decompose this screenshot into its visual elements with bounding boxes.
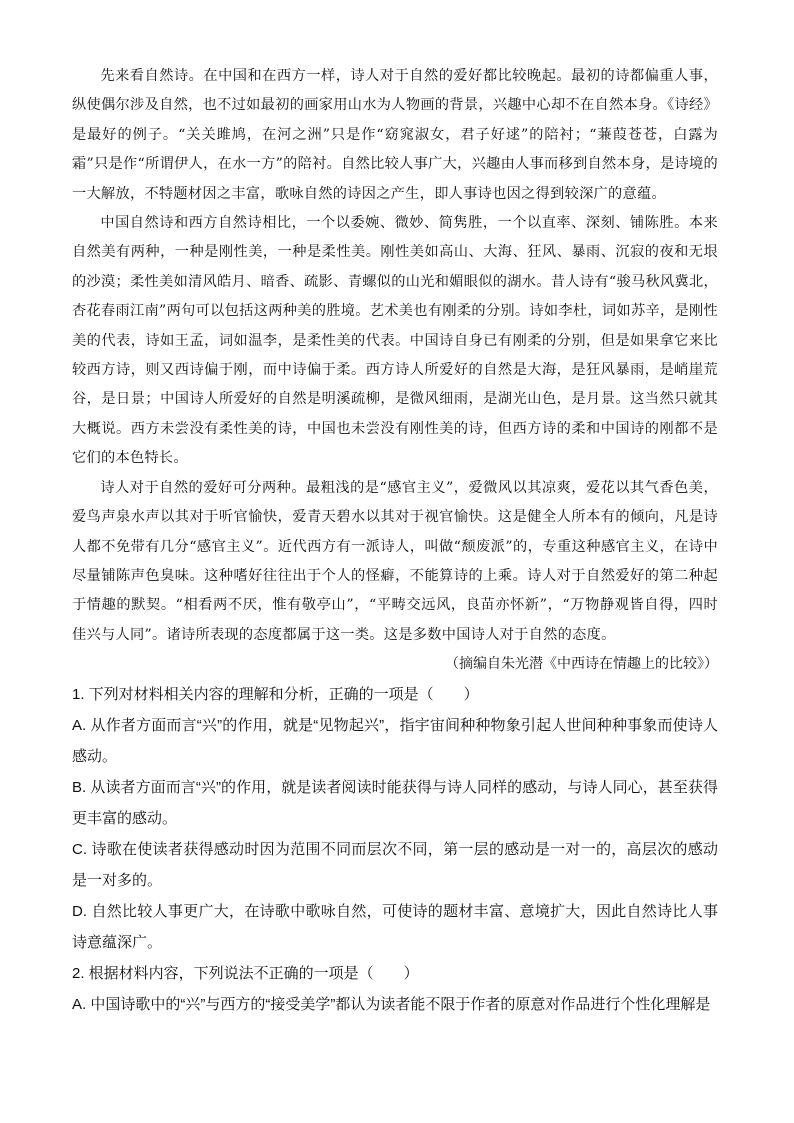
question-1-stem: 1. 下列对材料相关内容的理解和分析，正确的一项是（ ）: [72, 686, 479, 704]
passage-source: （摘编自朱光潜《中西诗在情趣上的比较》）: [445, 656, 718, 673]
question-2-option-a: A. 中国诗歌中的“兴”与西方的“接受美学”都认为读者能不限于作者的原意对作品进行个性化理解是: [72, 996, 711, 1014]
document-page: [72, 62, 718, 1020]
question-1-option-a: A. 从作者方面而言“兴”的作用，就是“见物起兴”，指宇宙间种种物象引起人世间种种事象而使诗人感动。: [72, 717, 718, 766]
question-1-option-c: C. 诗歌在使读者获得感动时因为范围不同而层次不同，第一层的感动是一对一的，高层次的感动是一对多的。: [72, 841, 718, 890]
passage-paragraph-3: 诗人对于自然的爱好可分两种。最粗浅的是“感官主义”，爱微风以其凉爽，爱花以其气香色美，爱鸟声泉水声以其对于听官愉快，爱青天碧水以其对于视官愉快。这是健全人所本有的倾向，凡是诗人都不免带有几分“感官主义”。近代西方有一派诗人，叫做“颓废派”的，专重这种感官主义，在诗中尽量铺陈声色臭味。这种嗜好往往出于个人的怪癖，不能算诗的上乘。诗人对于自然爱好的第二种起于情趣的默契。“相看两不厌，惟有敬亭山”，“平畴交远风，良苗亦怀新”，“万物静观皆自得，四时佳兴与人同”。诸诗所表现的态度都属于这一类。这是多数中国诗人对于自然的态度。: [72, 479, 718, 643]
passage-paragraph-2: 中国自然诗和西方自然诗相比，一个以委婉、微妙、简隽胜，一个以直率、深刻、铺陈胜。本来自然美有两种，一种是刚性美，一种是柔性美。刚性美如高山、大海、狂风、暴雨、沉寂的夜和无垠的沙漠；柔性美如清风皓月、暗香、疏影、青螺似的山光和媚眼似的湖水。昔人诗有“骏马秋风冀北，杏花春雨江南”两句可以包括这两种美的胜境。艺术美也有刚柔的分别。诗如李杜，词如苏辛，是刚性美的代表，诗如王孟，词如温李，是柔性美的代表。中国诗自身已有刚柔的分别，但是如果拿它来比较西方诗，则又西诗偏于刚，而中诗偏于柔。西方诗人所爱好的自然是大海，是狂风暴雨，是峭崖荒谷，是日景；中国诗人所爱好的自然是明溪疏柳，是微风细雨，是湖光山色，是月景。这当然只就其大概说。西方未尝没有柔性美的诗，中国也未尝没有刚性美的诗，但西方诗的柔和中国诗的刚都不是它们的本色特长。: [72, 215, 718, 467]
question-1-option-d: D. 自然比较人事更广大，在诗歌中歌咏自然，可使诗的题材丰富、意境扩大，因此自然诗比人事诗意蕴深广。: [72, 903, 718, 952]
passage-paragraph-1: 先来看自然诗。在中国和在西方一样，诗人对于自然的爱好都比较晚起。最初的诗都偏重人事，纵使偶尔涉及自然，也不过如最初的画家用山水为人物画的背景，兴趣中心却不在自然本身。《诗经》是最好的例子。“关关雎鸠，在河之洲”只是作“窈窕淑女，君子好逑”的陪衬；“蒹葭苍苍，白露为霜”只是作“所谓伊人，在水一方”的陪衬。自然比较人事广大，兴趣由人事而移到自然本身，是诗境的一大解放，不特题材因之丰富，歌咏自然的诗因之产生，即人事诗也因之得到较深广的意蕴。: [72, 68, 718, 202]
question-2-stem: 2. 根据材料内容，下列说法不正确的一项是（ ）: [72, 965, 419, 983]
question-1-option-b: B. 从读者方面而言“兴”的作用，就是读者阅读时能获得与诗人同样的感动，与诗人同心，甚至获得更丰富的感动。: [72, 779, 718, 828]
